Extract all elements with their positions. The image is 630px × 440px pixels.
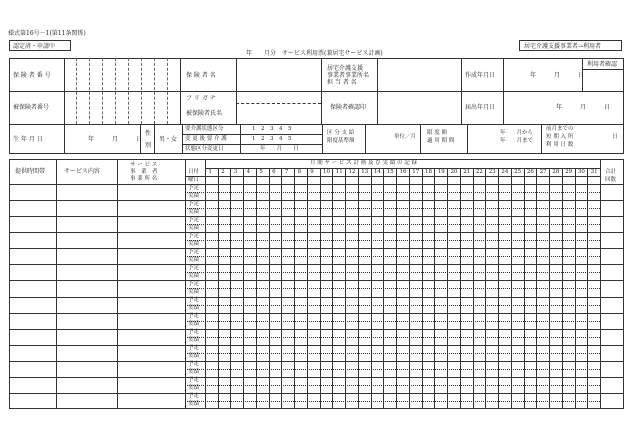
col-weekday-header: 曜日 — [188, 177, 200, 183]
day-number: 20 — [450, 169, 458, 175]
plan-actual-divider — [185, 401, 600, 402]
care-level-values: 1 2 3 4 5 — [252, 126, 292, 132]
day-number: 6 — [272, 169, 276, 175]
plan-label: 予定 — [188, 216, 200, 223]
plan-label: 予定 — [188, 184, 200, 191]
short-stay-3: 利 用 日 数 — [546, 142, 574, 148]
actual-label: 実績 — [188, 305, 200, 312]
plan-actual-divider — [185, 272, 600, 273]
total-2: 回数 — [605, 177, 617, 183]
col-date-header: 日付 — [188, 169, 200, 175]
actual-label: 実績 — [188, 192, 200, 199]
actual-label: 実績 — [188, 256, 200, 263]
plan-label: 予定 — [188, 345, 200, 352]
provider-header-text: 居宅介護支援事業者→利用者 — [524, 42, 602, 50]
slot-divider — [9, 248, 624, 249]
plan-actual-divider — [185, 353, 600, 354]
plan-actual-divider — [185, 369, 600, 370]
actual-label: 実績 — [188, 208, 200, 215]
total-1: 合計 — [605, 169, 617, 175]
slot-divider — [9, 200, 624, 201]
notice-date-label: 届出年月日 — [465, 104, 496, 111]
actual-label: 実績 — [188, 353, 200, 360]
plan-actual-divider — [185, 208, 600, 209]
day-number: 3 — [233, 169, 238, 175]
actual-label: 実績 — [188, 288, 200, 295]
plan-label: 予定 — [188, 361, 200, 368]
status-change-label: 状態区分変更日 — [185, 146, 224, 152]
monthly-grid-frame — [9, 159, 624, 409]
slot-divider — [9, 393, 624, 394]
plan-actual-divider — [185, 288, 600, 289]
col-service-header: サービス内容 — [64, 168, 101, 175]
actual-label: 実績 — [188, 321, 200, 328]
plan-label: 予定 — [188, 393, 200, 400]
plan-label: 予定 — [188, 377, 200, 384]
furigana-label: フ リ ガ ナ — [186, 95, 216, 102]
plan-actual-divider — [185, 240, 600, 241]
insured-name-label: 被保険者氏名 — [186, 110, 223, 117]
unit-label: 単位／月 — [394, 134, 417, 140]
day-number: 16 — [399, 169, 407, 175]
actual-label: 実績 — [188, 240, 200, 247]
limit-label-1: 区 分 支 給 — [327, 130, 355, 136]
col-provider-2: 事 業 者 — [130, 169, 158, 175]
day-number: 22 — [475, 169, 483, 175]
short-stay-2: 短 期 入 所 — [546, 134, 574, 140]
day-number: 11 — [335, 169, 343, 175]
support-office-3: 担 当 者 名 — [327, 79, 357, 86]
day-number: 14 — [374, 169, 382, 175]
plan-actual-divider — [185, 192, 600, 193]
day-number: 30 — [577, 169, 585, 175]
day-number: 15 — [386, 169, 394, 175]
days-unit: 日 — [612, 134, 618, 140]
slot-divider — [9, 345, 624, 346]
day-number: 24 — [501, 169, 509, 175]
user-confirm-label: 利用者確認 — [587, 61, 618, 68]
created-date-value: 年 月 日 — [530, 72, 585, 79]
plan-actual-divider — [185, 321, 600, 322]
day-number: 10 — [323, 169, 331, 175]
day-number: 23 — [488, 169, 496, 175]
actual-label: 実績 — [188, 369, 200, 376]
plan-actual-divider — [185, 224, 600, 225]
day-number: 25 — [514, 169, 522, 175]
day-number: 17 — [412, 169, 420, 175]
period-from: 年 月から — [500, 130, 534, 136]
birth-value: 年 月 日 — [88, 136, 143, 143]
day-number: 18 — [424, 169, 432, 175]
limit-label-2: 限度基準額 — [327, 138, 355, 144]
birth-label: 生 年 月 日 — [13, 136, 43, 143]
care-after-values: 1 2 3 4 5 — [252, 136, 292, 142]
day-number: 13 — [361, 169, 369, 175]
day-number: 28 — [552, 169, 560, 175]
limit-period-2: 適 用 期 間 — [427, 138, 455, 144]
plan-label: 予定 — [188, 248, 200, 255]
day-number: 5 — [259, 169, 263, 175]
doc-title: 年 月分 サービス利用票(兼居宅サービス計画) — [246, 50, 383, 57]
support-office-1: 居宅介護支援 — [327, 65, 364, 72]
slot-divider — [9, 297, 624, 298]
day-number: 27 — [539, 169, 547, 175]
care-after-label: 変 更 後 要 介 護 — [185, 136, 227, 142]
monthly-title: 月 間 サ ー ビ ス 計 画 及 び 実 績 の 記 録 — [310, 160, 417, 166]
sex-label-2: 別 — [145, 142, 152, 149]
plan-actual-divider — [185, 256, 600, 257]
day-number: 8 — [297, 169, 302, 175]
day-number: 7 — [284, 169, 289, 175]
insured-no-label: 被保険者番号 — [13, 104, 50, 111]
short-stay-1: 前月までの — [546, 126, 574, 132]
created-date-label: 作成年月日 — [465, 72, 496, 79]
col-provider-3: 事 業 所 名 — [130, 176, 158, 182]
slot-divider — [9, 377, 624, 378]
slot-divider — [9, 264, 624, 265]
change-date-value: 年 月 日 — [260, 146, 299, 152]
day-number: 9 — [310, 169, 314, 175]
notice-date-value: 年 月 日 — [556, 104, 611, 111]
slot-divider — [9, 361, 624, 362]
slot-divider — [9, 216, 624, 217]
actual-label: 実績 — [188, 385, 200, 392]
form-number: 様式第16号－1(第11条関係) — [8, 30, 86, 37]
day-number: 21 — [463, 169, 471, 175]
actual-label: 実績 — [188, 401, 200, 408]
day-number: 12 — [348, 169, 356, 175]
day-number: 31 — [590, 169, 598, 175]
actual-label: 実績 — [188, 337, 200, 344]
slot-divider — [9, 280, 624, 281]
day-number: 29 — [565, 169, 573, 175]
plan-label: 予定 — [188, 313, 200, 320]
day-number: 19 — [437, 169, 445, 175]
day-number: 26 — [526, 169, 534, 175]
period-to: 年 月まで — [500, 138, 534, 144]
col-provider-1: サ ー ビ ス — [130, 162, 158, 168]
col-time-header: 提供時間帯 — [15, 168, 46, 175]
provider-header — [519, 40, 622, 51]
sex-value: 男・女 — [159, 136, 178, 143]
plan-actual-divider — [185, 385, 600, 386]
day-number: 4 — [246, 169, 251, 175]
plan-label: 予定 — [188, 232, 200, 239]
insurer-seal-label: 保険者確認印 — [330, 104, 367, 111]
support-office-2: 事業者事業所名 — [327, 72, 370, 79]
status-badge-text: 認定済・申請中 — [13, 42, 56, 50]
plan-actual-divider — [185, 305, 600, 306]
actual-label: 実績 — [188, 224, 200, 231]
slot-divider — [9, 313, 624, 314]
sex-label-1: 性 — [145, 130, 152, 137]
plan-label: 予定 — [188, 200, 200, 207]
status-badge — [9, 40, 71, 51]
plan-label: 予定 — [188, 329, 200, 336]
limit-period-1: 限 度 額 — [427, 130, 447, 136]
plan-label: 予定 — [188, 264, 200, 271]
day-number: 2 — [221, 169, 225, 175]
insurer-name-label: 保 険 者 名 — [186, 72, 216, 79]
actual-label: 実績 — [188, 272, 200, 279]
insurer-no-label: 保 険 者 番 号 — [13, 72, 51, 79]
plan-actual-divider — [185, 337, 600, 338]
plan-label: 予定 — [188, 297, 200, 303]
care-level-label: 要介護状態区分 — [185, 126, 224, 132]
plan-label: 予定 — [188, 280, 200, 287]
slot-divider — [9, 329, 624, 330]
day-number: 1 — [208, 169, 212, 175]
slot-divider — [9, 232, 624, 233]
